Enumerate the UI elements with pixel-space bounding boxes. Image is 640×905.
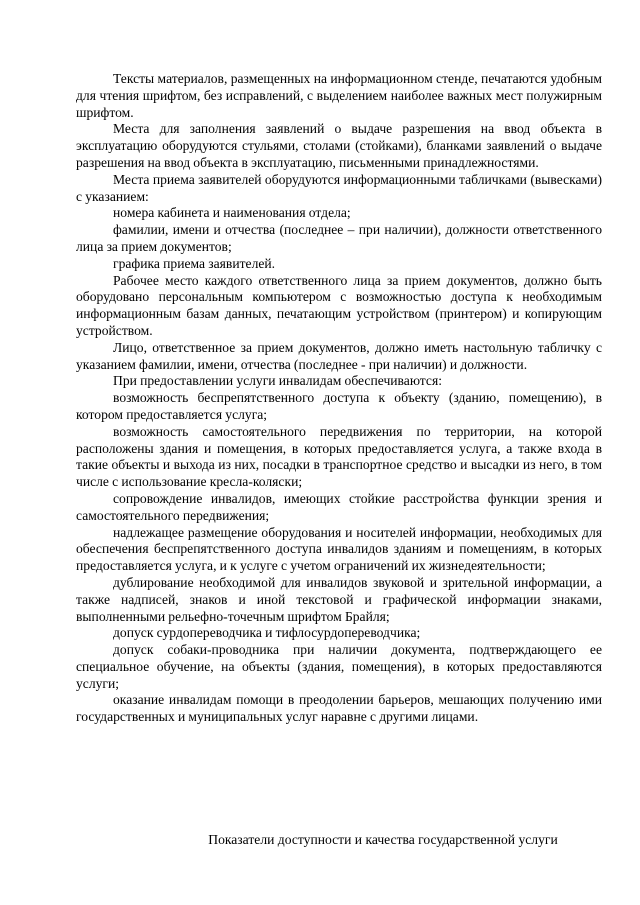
paragraph-responsible-person: фамилии, имени и отчества (последнее – при наличии), должности ответственного лица за прием документов; — [76, 222, 602, 254]
paragraph-interpreter-admission: допуск сурдопереводчика и тифлосурдопереводчика; — [113, 625, 421, 641]
paragraph-barrier-assistance: оказание инвалидам помощи в преодолении барьеров, мешающих получению ими государственных и муниципальных услуг наравне с другими лицами. — [76, 692, 602, 725]
document-body — [76, 71, 602, 726]
paragraph-information-duplication: дублирование необходимой для инвалидов звуковой и зрительной информации, а также надписей, знаков и иной текстовой и графической информации знаками, выполненными рельефно-точечным шрифтом Брайля; — [76, 574, 602, 624]
paragraph-workplace: Рабочее место каждого ответственного лица за прием документов, должно быть оборудовано персональным компьютером с возможностью доступа к необходимым информационным базам данных, печатающим устройством (принтером) и копирующим устройством. — [76, 272, 602, 338]
paragraph-independent-movement: возможность самостоятельного передвижения по территории, на которой расположены здания и помещения, в которых предоставляется услуга, а также входа в такие объекты и выхода из них, посадки в транспортное средство и высадки из него, в том числе с использование кресла-коляски; — [76, 423, 602, 490]
paragraph-desk-sign: Лицо, ответственное за прием документов, должно иметь настольную табличку с указанием фамилии, имени, отчества (последнее - при наличии) и должности. — [76, 339, 602, 372]
paragraph-stand-texts: Тексты материалов, размещенных на информационном стенде, печатаются удобным для чтения шрифтом, без исправлений, с выделением наиболее важных мест полужирным шрифтом. — [76, 71, 602, 120]
paragraph-cabinet-number: номера кабинета и наименования отдела; — [113, 205, 351, 221]
section-heading: Показатели доступности и качества государственной услуги — [208, 832, 558, 847]
paragraph-unobstructed-access: возможность беспрепятственного доступа к объекту (зданию, помещению), в котором предоставляется услуга; — [76, 390, 602, 422]
paragraph-reception-schedule: графика приема заявителей. — [113, 255, 276, 271]
paragraph-reception-places: Места приема заявителей оборудуются информационными табличками (вывесками) с указанием: — [76, 171, 602, 204]
paragraph-application-places: Места для заполнения заявлений о выдаче разрешения на ввод объекта в эксплуатацию оборудуются стульями, столами (стойками), бланками заявлений о выдаче разрешения на ввод объекта в эксплуатацию, письменными принадлежностями. — [76, 121, 602, 170]
paragraph-guide-dog: допуск собаки-проводника при наличии документа, подтверждающего ее специальное обучение, на объекты (здания, помещения), в которых предоставляются услуги; — [76, 642, 602, 691]
paragraph-accompaniment: сопровождение инвалидов, имеющих стойкие расстройства функции зрения и самостоятельного передвижения; — [76, 490, 602, 523]
paragraph-equipment-placement: надлежащее размещение оборудования и носителей информации, необходимых для обеспечения беспрепятственного доступа инвалидов зданиям и помещениям, в которых предоставляется услуга, и к услуге с учетом ограничений их жизнедеятельности; — [76, 524, 602, 574]
paragraph-disabled-provision: При предоставлении услуги инвалидам обеспечиваются: — [113, 373, 442, 389]
